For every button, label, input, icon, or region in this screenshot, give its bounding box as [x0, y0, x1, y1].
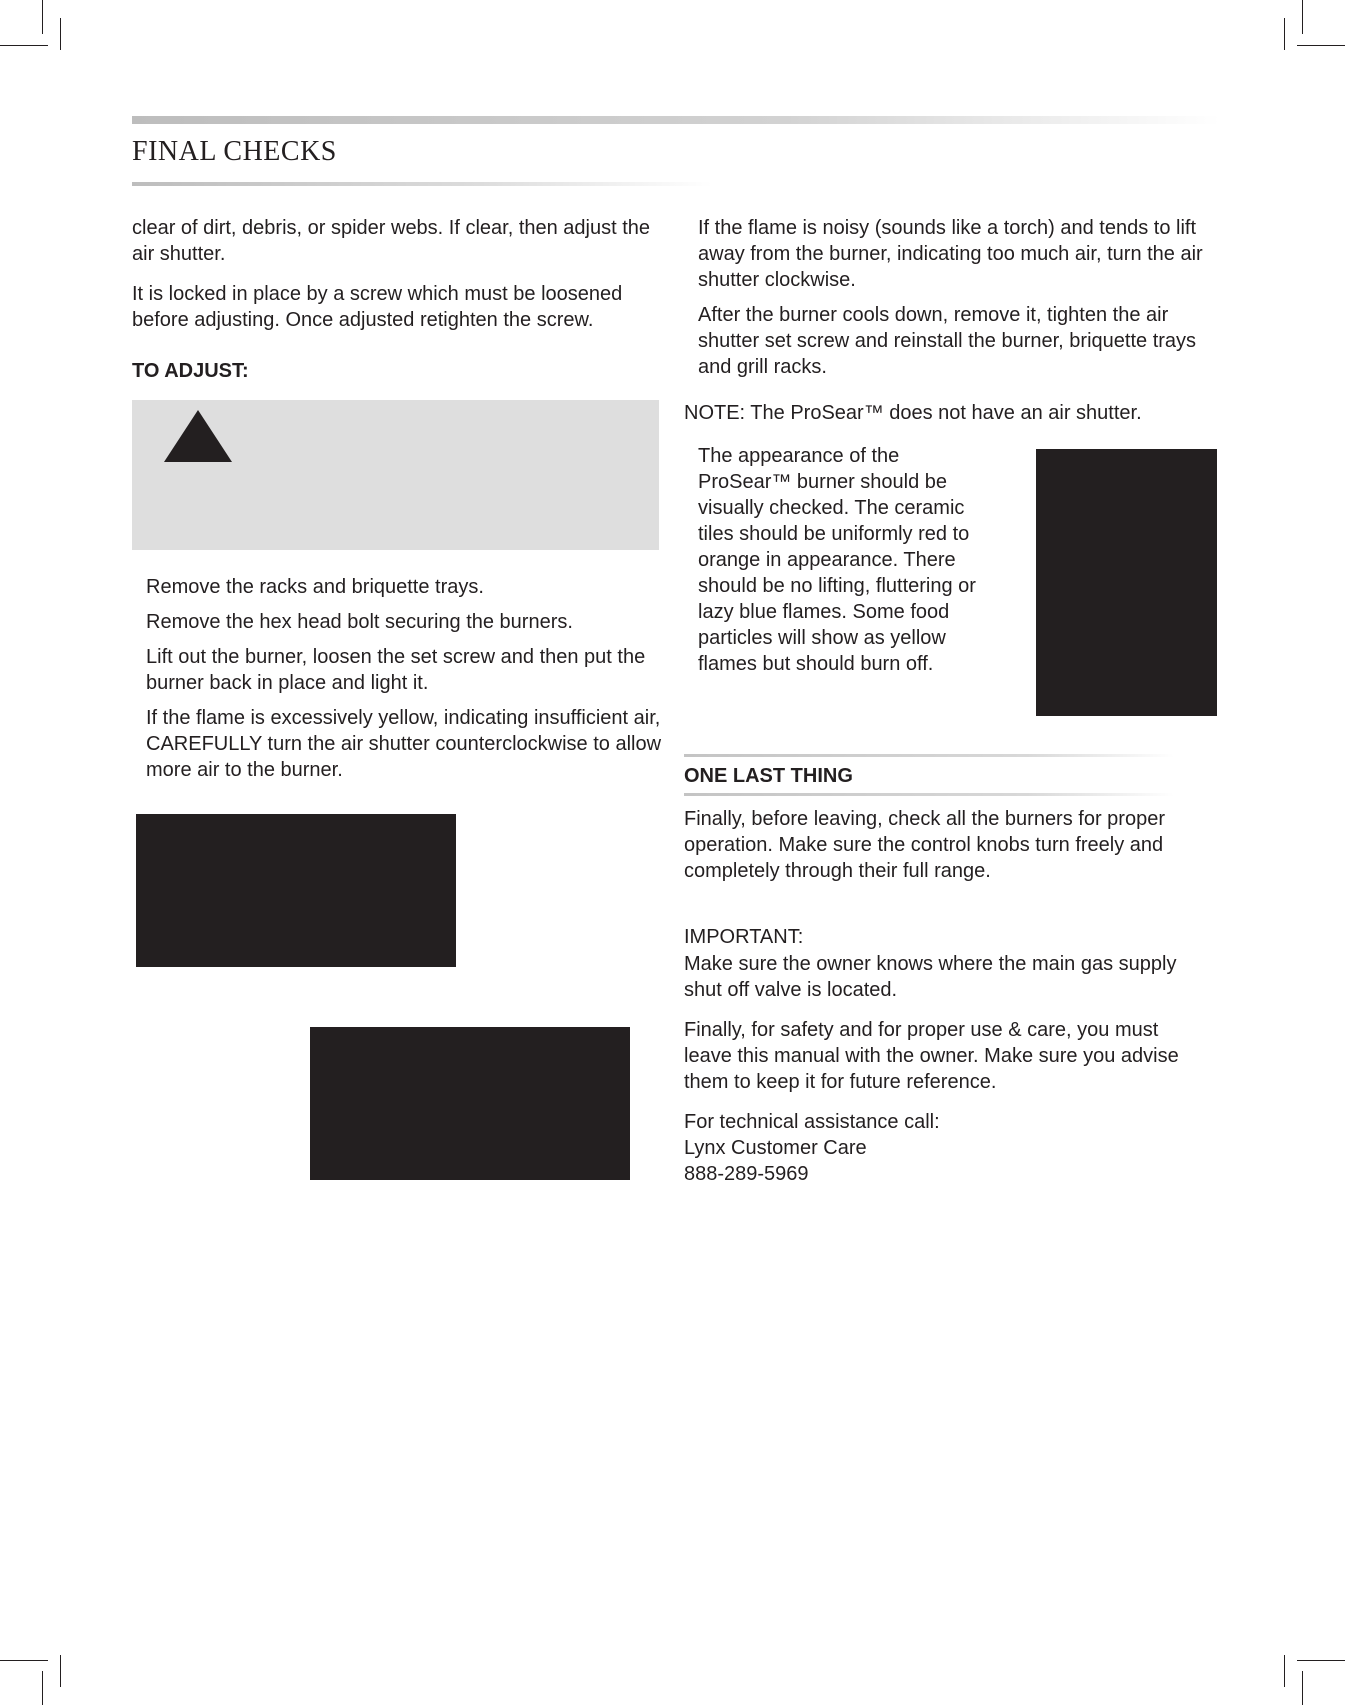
contact-phone: 888-289-5969 — [684, 1163, 809, 1185]
intro-paragraph: clear of dirt, debris, or spider webs. If clear, then adjust the air shutter. — [132, 217, 651, 265]
step-item: After the burner cools down, remove it, tighten the air shutter set screw and reinstall the burner, briquette trays and grill racks. — [698, 304, 1197, 378]
contact-line: For technical assistance call: — [684, 1111, 940, 1133]
prosear-burner-photo — [1036, 449, 1217, 716]
crop-mark — [42, 0, 43, 34]
prosear-paragraph: The appearance of the ProSear™ burner should be visually checked. The ceramic tiles should be uniformly red to orange in appearance. There should be no lifting, fluttering or lazy blue flames. Some food particles will show as yellow flames but should burn off. — [698, 445, 976, 675]
title-underline — [132, 182, 712, 186]
crop-mark — [1284, 18, 1285, 50]
air-shutter-illustration — [310, 1027, 630, 1180]
crop-mark — [0, 1660, 48, 1661]
important-label: IMPORTANT: — [684, 926, 804, 948]
contact-line: Lynx Customer Care — [684, 1137, 867, 1159]
crop-mark — [1297, 1660, 1345, 1661]
one-last-thing-heading: ONE LAST THING — [684, 765, 853, 787]
page-title: FINAL CHECKS — [132, 136, 337, 167]
step-item: Remove the hex head bolt securing the burners. — [146, 611, 573, 633]
step-item: Lift out the burner, loosen the set screw and then put the burner back in place and light it. — [146, 646, 646, 694]
crop-mark — [42, 1671, 43, 1705]
important-text: Make sure the owner knows where the main gas supply shut off valve is located. — [684, 953, 1177, 1001]
crop-mark — [1297, 45, 1345, 46]
warning-triangle-icon — [164, 410, 232, 462]
crop-mark — [0, 45, 48, 46]
to-adjust-heading: TO ADJUST: — [132, 360, 249, 382]
step-item: If the flame is noisy (sounds like a torch) and tends to lift away from the burner, indicating too much air, turn the air shutter clockwise. — [698, 217, 1203, 291]
crop-mark — [60, 18, 61, 50]
crop-mark — [1302, 1671, 1303, 1705]
section-rule — [684, 793, 1174, 796]
header-rule — [132, 116, 1220, 124]
intro-paragraph: It is locked in place by a screw which must be loosened before adjusting. Once adjusted retighten the screw. — [132, 283, 623, 331]
crop-mark — [1302, 0, 1303, 34]
step-item: Remove the racks and briquette trays. — [146, 576, 484, 598]
burner-illustration — [136, 814, 456, 967]
warning-box — [132, 400, 659, 550]
prosear-note: NOTE: The ProSear™ does not have an air shutter. — [684, 402, 1142, 424]
crop-mark — [1284, 1655, 1285, 1687]
one-last-thing-paragraph: Finally, before leaving, check all the burners for proper operation. Make sure the control knobs turn freely and completely through their full range. — [684, 808, 1165, 882]
section-rule — [684, 754, 1174, 757]
step-item: If the flame is excessively yellow, indicating insufficient air, CAREFULLY turn the air shutter counterclockwise to allow more air to the burner. — [146, 707, 662, 781]
manual-paragraph: Finally, for safety and for proper use & care, you must leave this manual with the owner. Make sure you advise them to keep it for future reference. — [684, 1019, 1179, 1093]
crop-mark — [60, 1655, 61, 1687]
